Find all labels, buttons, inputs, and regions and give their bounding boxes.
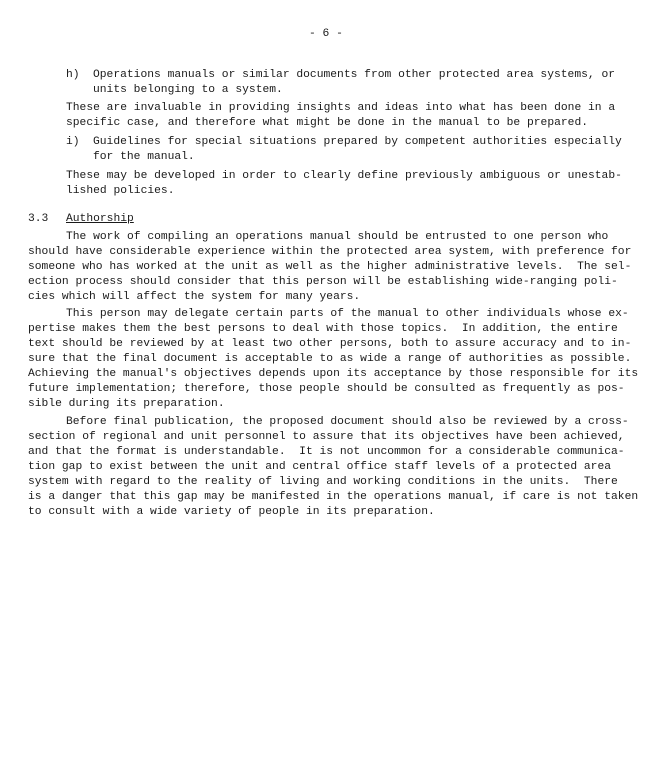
text-line: ection process should consider that this person will be establishing wide-ranging poli- [28, 276, 618, 288]
paragraph-3 [28, 415, 638, 520]
list-item-h [93, 68, 615, 98]
text-line: section of regional and unit personnel to assure that its objectives have been achieved, [28, 431, 625, 443]
text-line: sure that the final document is acceptable to as wide a range of authorities as possible. [28, 353, 632, 365]
text-line: Achieving the manual's objectives depends upon its acceptance by those responsible for its [28, 368, 639, 380]
text-line: future implementation; therefore, those people should be consulted as frequently as pos- [28, 383, 625, 395]
note-h [66, 101, 615, 131]
page-number: - 6 - [309, 28, 343, 40]
text-line: and that the format is understandable. It is not uncommon for a considerable communica- [28, 446, 625, 458]
text-line: pertise makes them the best persons to deal with those topics. In addition, the entire [28, 323, 618, 335]
text-line: specific case, and therefore what might be done in the manual to be prepared. [66, 117, 589, 129]
text-line: someone who has worked at the unit as well as the higher administrative levels. The sel- [28, 261, 632, 273]
list-marker-h: h) [66, 69, 80, 81]
text-line: to consult with a wide variety of people in its preparation. [28, 506, 435, 518]
text-line: text should be reviewed by at least two other persons, both to assure accuracy and to in- [28, 338, 632, 350]
text-line: lished policies. [66, 185, 175, 197]
text-line: units belonging to a system. [93, 84, 283, 96]
section-number: 3.3 [28, 213, 49, 225]
text-line: is a danger that this gap may be manifested in the operations manual, if care is not taken [28, 491, 639, 503]
text-line: cies which will affect the system for many years. [28, 291, 361, 303]
list-marker-i: i) [66, 136, 80, 148]
note-i [66, 169, 622, 199]
text-line: tion gap to exist between the unit and central office staff levels of a protected area [28, 461, 612, 473]
text-line: should have considerable experience within the protected area system, with preference for [28, 246, 632, 258]
text-line: This person may delegate certain parts of the manual to other individuals whose ex- [66, 308, 629, 320]
text-line: Before final publication, the proposed document should also be reviewed by a cross- [66, 416, 629, 428]
paragraph-2 [28, 307, 638, 412]
text-line: These are invaluable in providing insights and ideas into what has been done in a [66, 102, 616, 114]
text-line: system with regard to the reality of living and working conditions in the units. There [28, 476, 618, 488]
text-line: These may be developed in order to clearly define previously ambiguous or unestab- [66, 170, 622, 182]
text-line: Operations manuals or similar documents from other protected area systems, or [93, 69, 616, 81]
section-title: Authorship [66, 213, 134, 225]
paragraph-1 [28, 230, 631, 305]
text-line: Guidelines for special situations prepared by competent authorities especially [93, 136, 622, 148]
text-line: sible during its preparation. [28, 398, 225, 410]
text-line: The work of compiling an operations manual should be entrusted to one person who [66, 231, 609, 243]
text-line: for the manual. [93, 151, 195, 163]
list-item-i [93, 135, 622, 165]
